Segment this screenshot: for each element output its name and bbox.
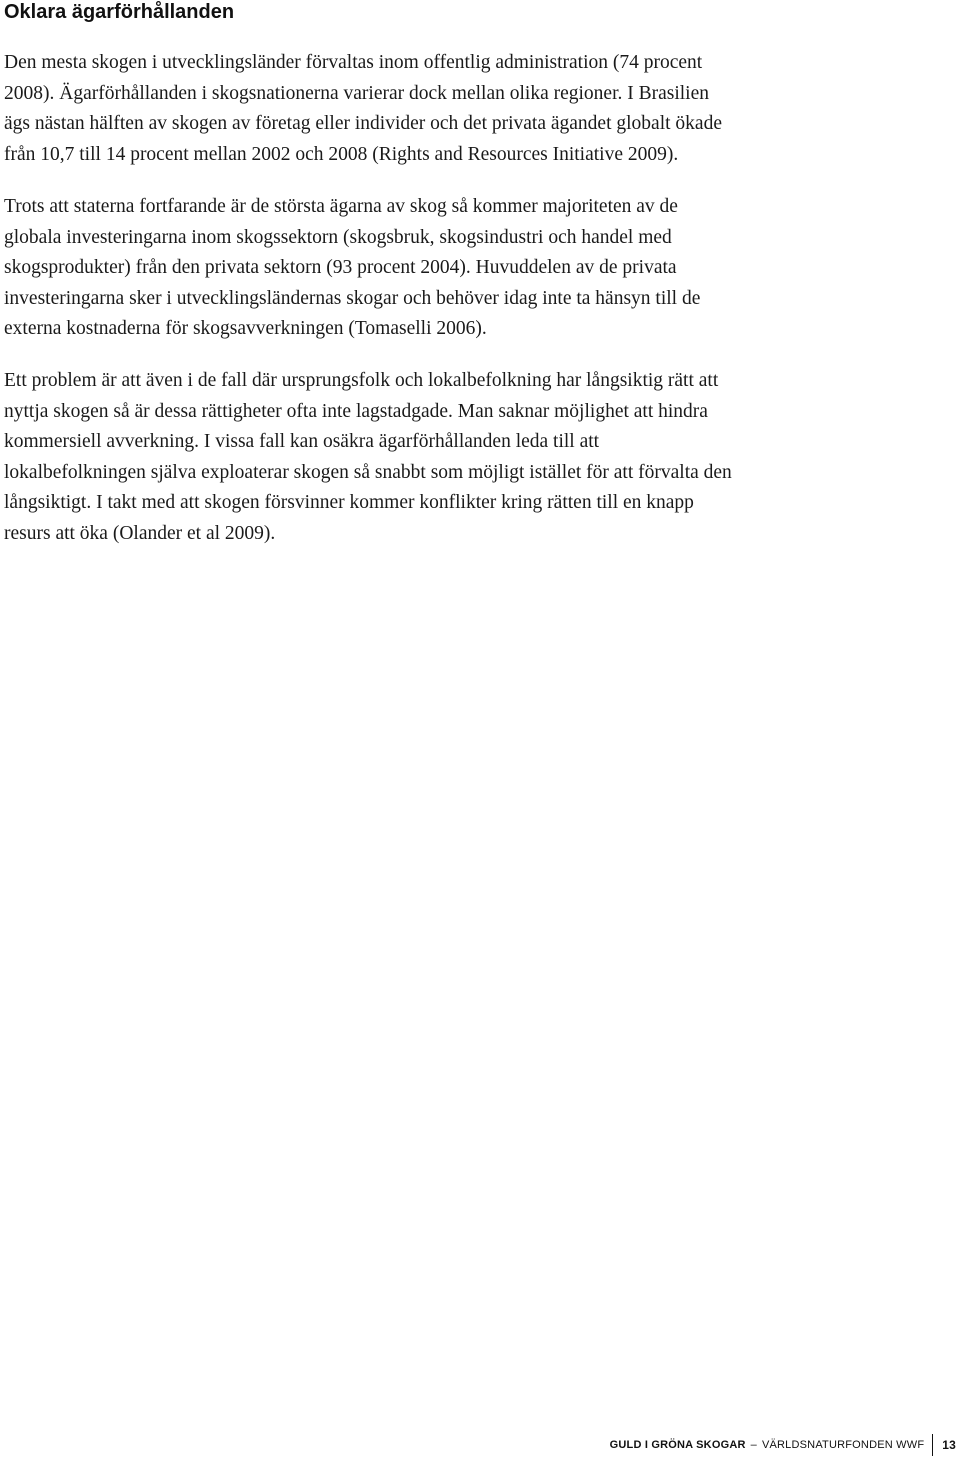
footer-dash: – [750,1439,757,1451]
page-footer [610,1434,956,1456]
page-number: 13 [942,1438,956,1452]
text-line: lokalbefolkningen själva exploaterar skogen så snabbt som möjligt istället för att förvalta den [4,461,732,483]
footer-publication-title: GULD I GRÖNA SKOGAR [609,1439,746,1451]
paragraph-indigenous-rights [4,366,956,549]
text-line: 2008). Ägarförhållanden i skogsnationerna varierar dock mellan olika regioner. I Brasilien [4,82,710,104]
text-line: från 10,7 till 14 procent mellan 2002 och 2008 (Rights and Resources Initiative 2009). [4,143,679,165]
text-line: nyttja skogen så är dessa rättigheter ofta inte lagstadgade. Man saknar möjlighet att hindra [4,400,708,422]
text-line: globala investeringarna inom skogssektorn (skogsbruk, skogsindustri och handel med [4,226,672,248]
footer-organization: VÄRLDSNATURFONDEN WWF [761,1439,925,1451]
text-line: Den mesta skogen i utvecklingsländer förvaltas inom offentlig administration (74 procent [4,52,703,73]
section-heading: Oklara ägarförhållanden [4,1,235,23]
text-line: Ett problem är att även i de fall där ursprungsfolk och lokalbefolkning har långsiktig rätt att [4,370,719,391]
text-line: skogsprodukter) från den privata sektorn (93 procent 2004). Huvuddelen av de privata [4,257,677,278]
footer-divider [932,1434,933,1456]
text-line: ägs nästan hälften av skogen av företag eller individer och det privata ägandet globalt ökade [4,113,722,134]
text-line: investeringarna sker i utvecklingsländernas skogar och behöver idag inte ta hänsyn till de [4,287,701,309]
text-line: kommersiell avverkning. I vissa fall kan osäkra ägarförhållanden leda till att [4,431,600,452]
text-line: Trots att staterna fortfarande är de största ägarna av skog så kommer majoriteten av de [4,196,678,217]
text-line: resurs att öka (Olander et al 2009). [4,522,276,544]
text-line: externa kostnaderna för skogsavverkningen (Tomaselli 2006). [4,318,487,339]
paragraph-ownership-overview [4,48,956,170]
text-line: långsiktigt. I takt med att skogen försvinner kommer konflikter kring rätten till en knapp [4,492,694,513]
paragraph-private-investment [4,192,956,345]
